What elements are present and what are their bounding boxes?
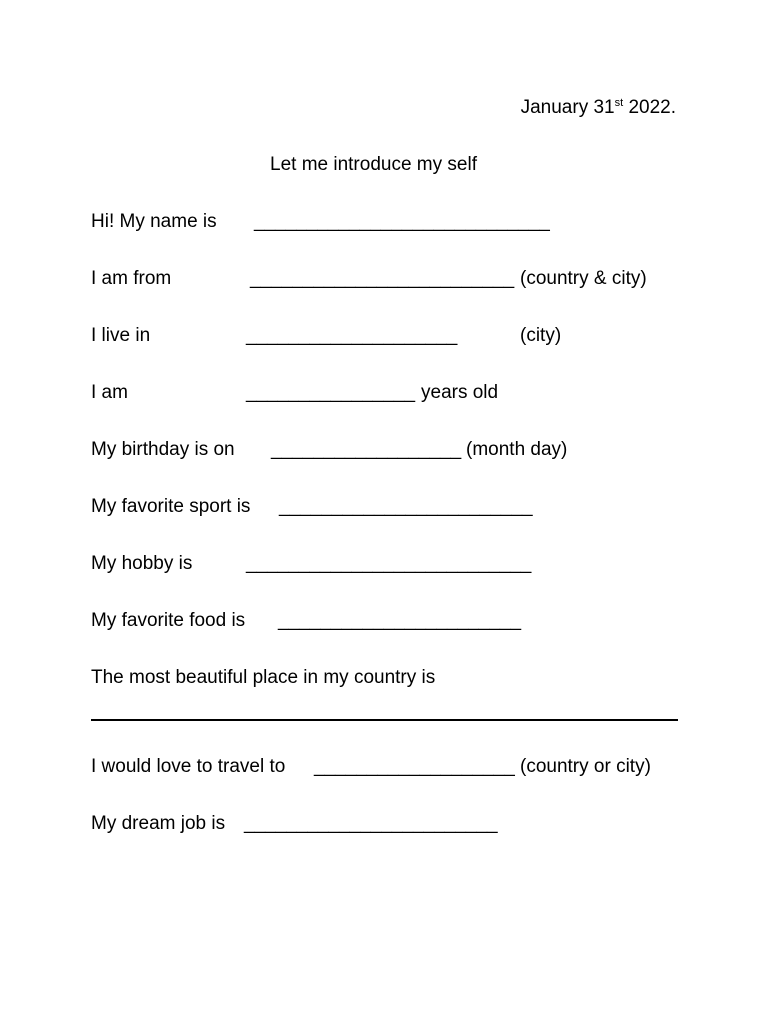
birthday-hint: (month day) <box>466 439 568 460</box>
live-label: I live in <box>91 325 151 346</box>
name-label: Hi! My name is <box>91 211 217 232</box>
job-label: My dream job is <box>91 813 226 834</box>
travel-hint: (country or city) <box>520 756 651 777</box>
travel-label: I would love to travel to <box>91 756 286 777</box>
date-year: 2022. <box>623 97 676 118</box>
date-ordinal-suffix: st <box>614 97 624 109</box>
live-hint: (city) <box>520 325 562 346</box>
hobby-blank[interactable]: ___________________________ <box>246 553 532 574</box>
birthday-blank[interactable]: __________________ <box>271 439 462 460</box>
food-label: My favorite food is <box>91 610 246 631</box>
from-blank[interactable]: _________________________ <box>250 268 515 289</box>
from-hint: (country & city) <box>520 268 647 289</box>
sport-label: My favorite sport is <box>91 496 251 517</box>
from-label: I am from <box>91 268 172 289</box>
travel-blank[interactable]: ___________________ <box>314 756 515 777</box>
age-hint: years old <box>421 382 499 403</box>
birthday-label: My birthday is on <box>91 439 235 460</box>
date <box>521 97 676 119</box>
place-label: The most beautiful place in my country is <box>91 667 436 688</box>
date-text: January 31 <box>520 97 615 118</box>
live-blank[interactable]: ____________________ <box>246 325 458 346</box>
name-blank[interactable]: ____________________________ <box>254 211 550 232</box>
job-blank[interactable]: ________________________ <box>244 813 498 834</box>
age-label: I am <box>91 382 128 403</box>
hobby-label: My hobby is <box>91 553 193 574</box>
sport-blank[interactable]: ________________________ <box>279 496 533 517</box>
age-blank[interactable]: ________________ <box>246 382 416 403</box>
food-blank[interactable]: _______________________ <box>278 610 522 631</box>
place-answer-line[interactable] <box>91 719 678 721</box>
page-title: Let me introduce my self <box>270 154 477 175</box>
